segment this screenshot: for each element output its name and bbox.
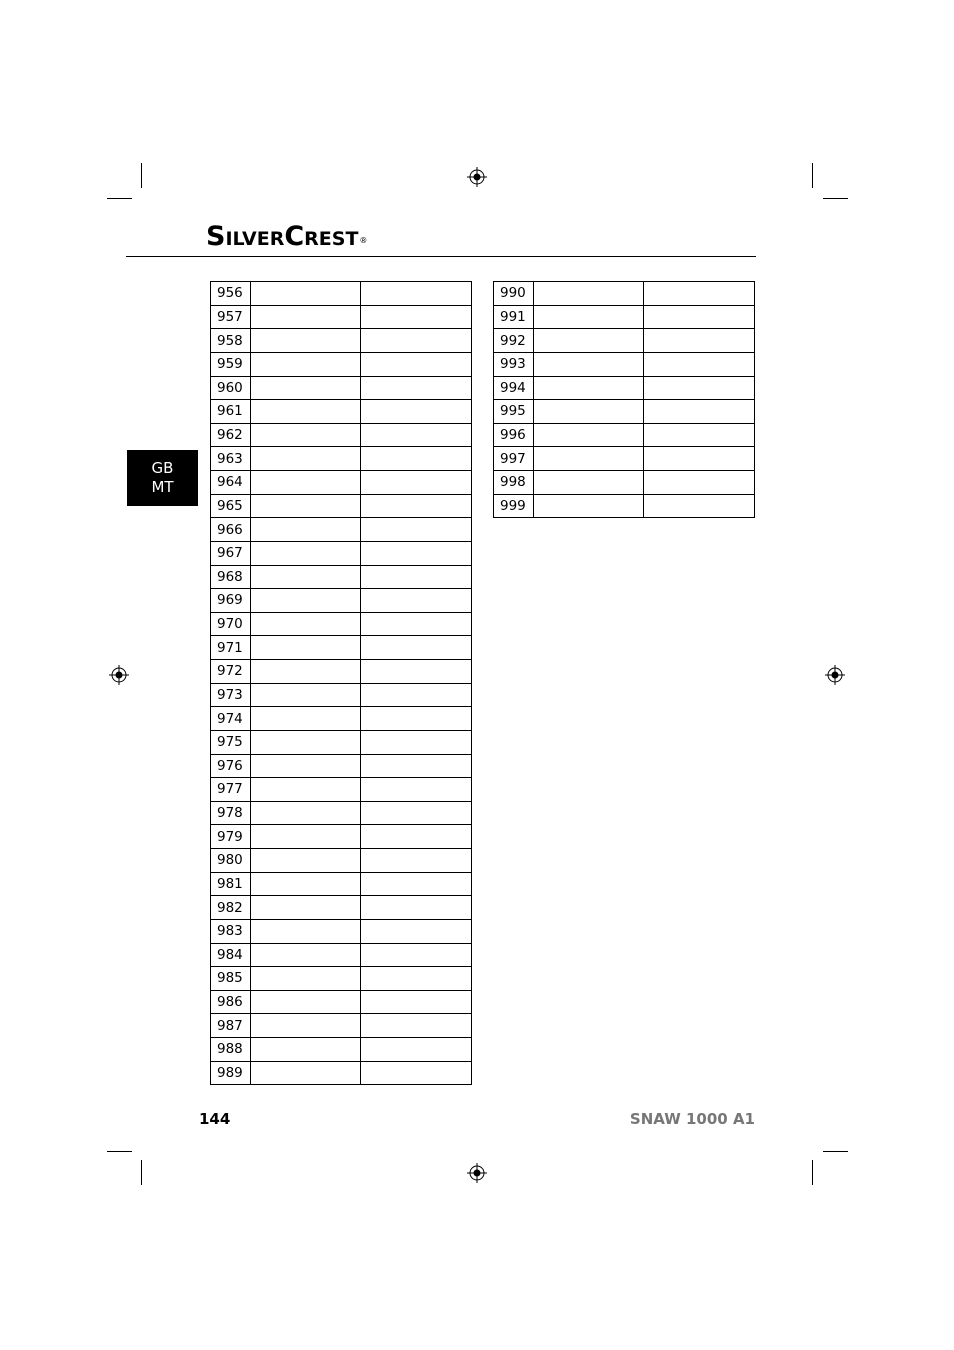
empty-cell [644,305,755,329]
row-number: 956 [211,282,251,306]
empty-cell [251,1014,361,1038]
row-number: 974 [211,707,251,731]
row-number: 987 [211,1014,251,1038]
table-row [211,1014,472,1038]
empty-cell [361,541,472,565]
row-number: 988 [211,1038,251,1062]
empty-cell [251,329,361,353]
empty-cell [251,707,361,731]
table-row [494,423,755,447]
table-row [211,541,472,565]
row-number: 959 [211,352,251,376]
empty-cell [251,589,361,613]
language-code: MT [151,478,174,496]
empty-cell [534,447,644,471]
empty-cell [361,919,472,943]
empty-cell [644,376,755,400]
empty-cell [361,518,472,542]
empty-cell [534,376,644,400]
table-row [211,967,472,991]
table-row [211,352,472,376]
empty-cell [534,494,644,518]
empty-cell [251,447,361,471]
row-number: 958 [211,329,251,353]
empty-cell [644,352,755,376]
row-number: 979 [211,825,251,849]
crop-mark [141,163,142,188]
empty-cell [361,423,472,447]
table-row [211,683,472,707]
registration-mark-icon [109,665,129,685]
row-number: 983 [211,919,251,943]
table-row [211,778,472,802]
table-row [211,1038,472,1062]
row-number: 985 [211,967,251,991]
code-table-left [210,281,472,1085]
empty-cell [361,967,472,991]
empty-cell [251,990,361,1014]
empty-cell [644,447,755,471]
empty-cell [361,282,472,306]
empty-cell [251,494,361,518]
table-row [494,447,755,471]
empty-cell [251,872,361,896]
empty-cell [361,943,472,967]
row-number: 999 [494,494,534,518]
empty-cell [361,329,472,353]
empty-cell [251,423,361,447]
empty-cell [361,730,472,754]
table-row [211,730,472,754]
table-row [211,849,472,873]
row-number: 996 [494,423,534,447]
row-number: 976 [211,754,251,778]
row-number: 981 [211,872,251,896]
empty-cell [361,849,472,873]
empty-cell [361,471,472,495]
table-row [211,636,472,660]
empty-cell [534,400,644,424]
empty-cell [644,423,755,447]
table-row [211,282,472,306]
empty-cell [251,778,361,802]
empty-cell [361,778,472,802]
table-row [211,754,472,778]
empty-cell [251,825,361,849]
row-number: 991 [494,305,534,329]
empty-cell [251,801,361,825]
table-row [211,919,472,943]
crop-mark [823,1151,848,1152]
table-row [211,494,472,518]
language-tab [127,450,198,506]
empty-cell [361,707,472,731]
table-row [494,305,755,329]
empty-cell [251,943,361,967]
row-number: 993 [494,352,534,376]
empty-cell [361,825,472,849]
row-number: 962 [211,423,251,447]
empty-cell [534,282,644,306]
empty-cell [361,1038,472,1062]
empty-cell [251,1038,361,1062]
registration-mark-icon [467,167,487,187]
table-row [494,400,755,424]
row-number: 971 [211,636,251,660]
row-number: 964 [211,471,251,495]
empty-cell [361,400,472,424]
table-row [211,565,472,589]
empty-cell [251,730,361,754]
empty-cell [251,1061,361,1085]
empty-cell [534,352,644,376]
row-number: 998 [494,471,534,495]
row-number: 966 [211,518,251,542]
table-row [211,612,472,636]
table-row [211,896,472,920]
empty-cell [251,282,361,306]
empty-cell [251,896,361,920]
empty-cell [644,400,755,424]
page-number: 144 [199,1110,231,1128]
row-number: 997 [494,447,534,471]
empty-cell [361,872,472,896]
row-number: 961 [211,400,251,424]
empty-cell [534,423,644,447]
table-row [211,707,472,731]
empty-cell [644,282,755,306]
table-row [211,943,472,967]
empty-cell [251,541,361,565]
table-row [211,518,472,542]
table-row [211,825,472,849]
empty-cell [361,1061,472,1085]
empty-cell [534,305,644,329]
empty-cell [251,919,361,943]
row-number: 992 [494,329,534,353]
empty-cell [644,471,755,495]
empty-cell [361,1014,472,1038]
empty-cell [361,352,472,376]
empty-cell [361,990,472,1014]
empty-cell [361,494,472,518]
empty-cell [361,683,472,707]
table-row [211,872,472,896]
empty-cell [251,683,361,707]
row-number: 963 [211,447,251,471]
empty-cell [251,754,361,778]
empty-cell [251,518,361,542]
row-number: 972 [211,660,251,684]
table-row [211,423,472,447]
empty-cell [361,660,472,684]
header-rule [126,256,756,257]
table-row [494,494,755,518]
row-number: 980 [211,849,251,873]
empty-cell [361,589,472,613]
table-row [211,376,472,400]
table-row [494,329,755,353]
empty-cell [251,565,361,589]
table-row [211,660,472,684]
row-number: 965 [211,494,251,518]
table-row [211,589,472,613]
row-number: 994 [494,376,534,400]
empty-cell [361,801,472,825]
empty-cell [251,612,361,636]
row-number: 969 [211,589,251,613]
table-row [494,282,755,306]
row-number: 995 [494,400,534,424]
table-row [211,305,472,329]
empty-cell [251,471,361,495]
row-number: 975 [211,730,251,754]
empty-cell [361,754,472,778]
table-row [211,471,472,495]
empty-cell [361,305,472,329]
row-number: 960 [211,376,251,400]
empty-cell [361,447,472,471]
row-number: 984 [211,943,251,967]
empty-cell [251,636,361,660]
empty-cell [534,329,644,353]
code-table-right [493,281,755,518]
empty-cell [251,305,361,329]
empty-cell [361,376,472,400]
table-row [211,801,472,825]
crop-mark [812,163,813,188]
row-number: 957 [211,305,251,329]
registration-mark-icon [825,665,845,685]
table-row [211,990,472,1014]
empty-cell [644,329,755,353]
empty-cell [534,471,644,495]
table-row [494,471,755,495]
empty-cell [251,849,361,873]
row-number: 970 [211,612,251,636]
crop-mark [107,1151,132,1152]
empty-cell [361,636,472,660]
crop-mark [107,198,132,199]
table-row [211,329,472,353]
empty-cell [644,494,755,518]
registration-mark-icon [467,1163,487,1183]
row-number: 968 [211,565,251,589]
empty-cell [251,967,361,991]
table-row [211,400,472,424]
row-number: 973 [211,683,251,707]
empty-cell [361,612,472,636]
table-row [211,447,472,471]
brand-logo: SILVERCREST® [206,221,368,252]
empty-cell [251,376,361,400]
row-number: 977 [211,778,251,802]
row-number: 967 [211,541,251,565]
row-number: 989 [211,1061,251,1085]
row-number: 978 [211,801,251,825]
table-row [211,1061,472,1085]
crop-mark [141,1160,142,1185]
model-name: SNAW 1000 A1 [629,1110,755,1128]
empty-cell [361,565,472,589]
table-row [494,376,755,400]
row-number: 982 [211,896,251,920]
crop-mark [812,1160,813,1185]
crop-mark [823,198,848,199]
language-code: GB [151,459,174,477]
empty-cell [251,352,361,376]
empty-cell [251,400,361,424]
row-number: 990 [494,282,534,306]
table-row [494,352,755,376]
empty-cell [361,896,472,920]
empty-cell [251,660,361,684]
row-number: 986 [211,990,251,1014]
